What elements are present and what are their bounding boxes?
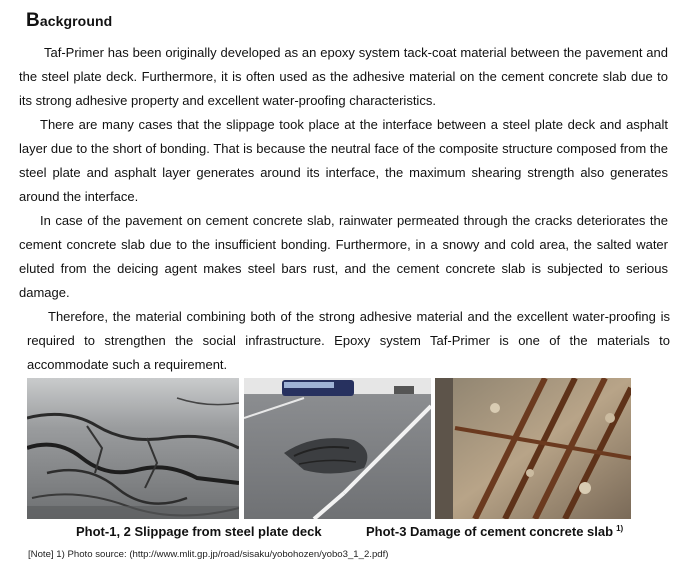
caption-concrete-damage xyxy=(366,524,623,539)
caption-slippage: Phot-1, 2 Slippage from steel plate deck xyxy=(76,524,322,539)
section-heading xyxy=(26,10,112,32)
caption-concrete-text: Phot-3 Damage of cement concrete slab xyxy=(366,524,614,539)
paragraph-2: There are many cases that the slippage took place at the interface between a steel plate deck and asphalt layer due to the short of bonding. That is because the neutral face of the composite structure composed from the steel plate and asphalt layer generates around its interface, the maximum shearing strength also generates around the interface. xyxy=(19,117,668,204)
photo-concrete-damage xyxy=(435,378,631,519)
paragraph-4: Therefore, the material combining both of the strong adhesive material and the excellent water-proofing is required to strengthen the social infrastructure. Epoxy system Taf-Primer is one of the materials to accommodate such a requirement. xyxy=(27,309,670,372)
photo-asphalt-slippage xyxy=(27,378,239,519)
photo-source-note: [Note] 1) Photo source: (http://www.mlit.gp.jp/road/sisaku/yobohozen/yobo3_1_2.pdf) xyxy=(28,549,389,560)
photo-road-slippage xyxy=(244,378,431,519)
paragraph-1: Taf-Primer has been originally developed as an epoxy system tack-coat material between the pavement and the steel plate deck. Furthermore, it is often used as the adhesive material on the cement concrete slab due to its strong adhesive property and excellent water-proofing characteristics. xyxy=(19,45,668,108)
heading-initial: B xyxy=(26,10,40,31)
paragraph-3: In case of the pavement on cement concrete slab, rainwater permeated through the cracks deteriorates the cement concrete slab due to the insufficient bonding. Furthermore, in a snowy and cold area, the salted water eluted from the deicing agent makes steel bars rust, and the cement concrete slab is subjected to serious damage. xyxy=(19,213,668,300)
caption-footnote-mark: 1) xyxy=(616,524,624,533)
heading-rest: ackground xyxy=(39,13,113,29)
